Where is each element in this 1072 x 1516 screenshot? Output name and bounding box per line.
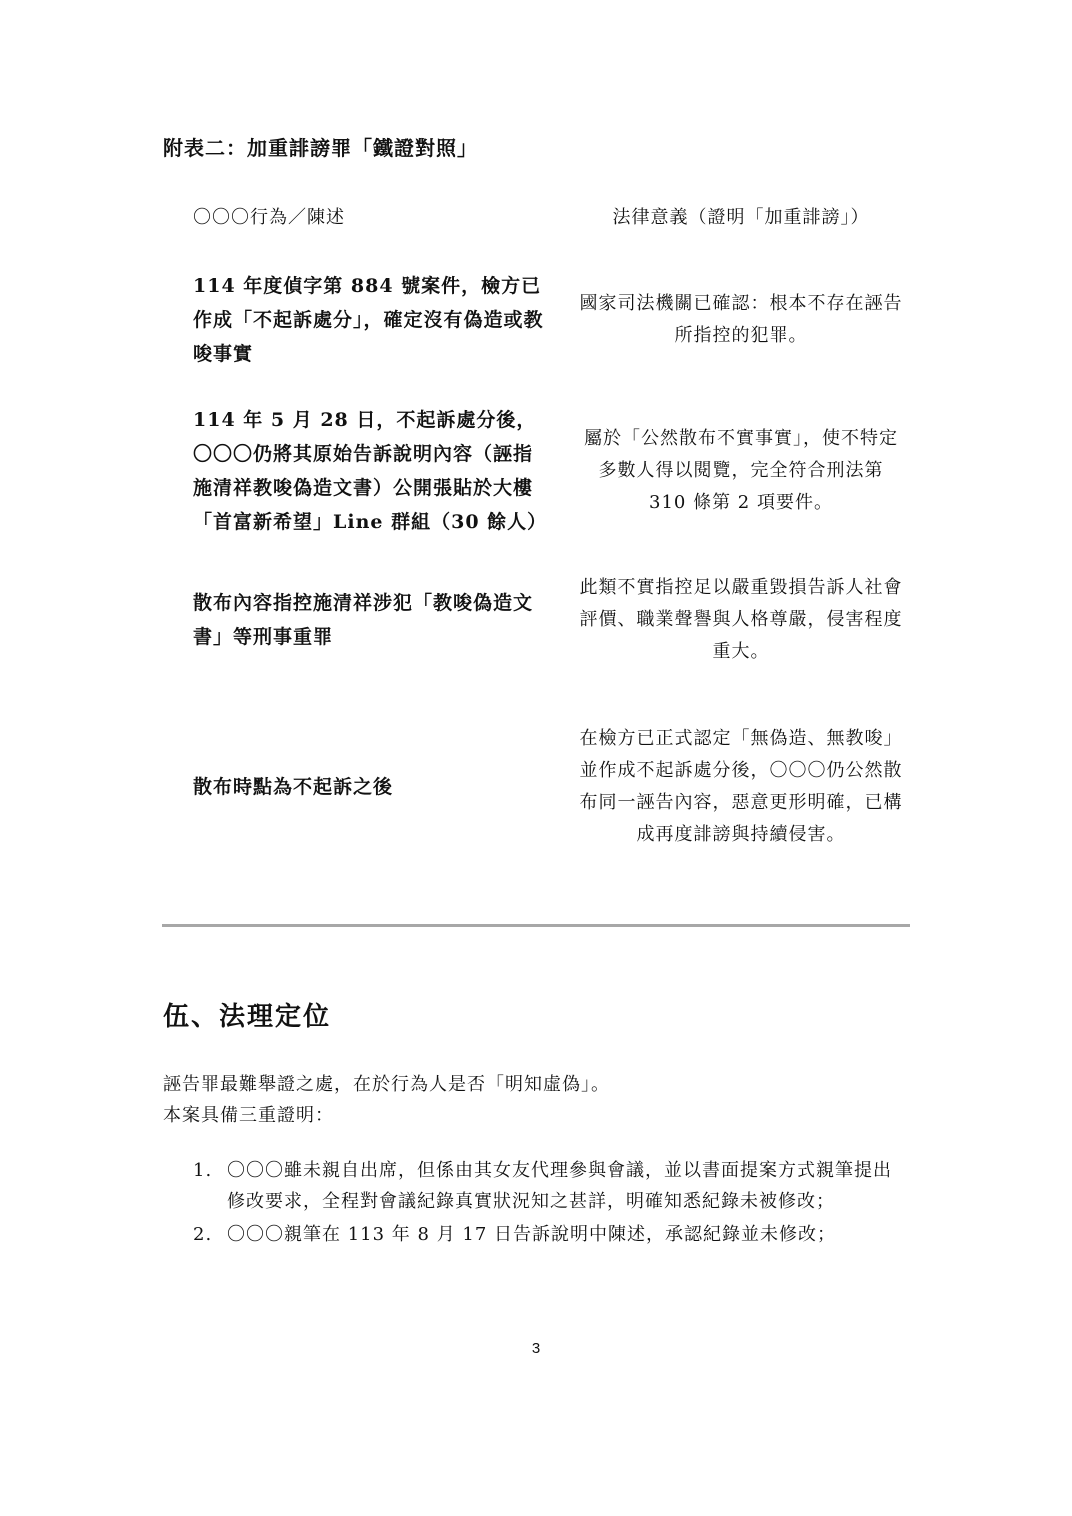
table-title: 附表二：加重誹謗罪「鐵證對照」 bbox=[163, 136, 478, 160]
column-header-meaning: 法律意義（證明「加重誹謗」） bbox=[612, 207, 870, 228]
table-cell-act: 114 年 5 月 28 日，不起訴處分後，〇〇〇仍將其原始告訴說明內容（誣指施清祥教唆偽造文書）公開張貼於大樓「首富新希望」Line 群組（30 餘人） bbox=[193, 409, 548, 533]
table-cell-meaning: 國家司法機關已確認：根本不存在誣告所指控的犯罪。 bbox=[579, 293, 903, 346]
table-cell-meaning: 在檢方已正式認定「無偽造、無教唆」並作成不起訴處分後，〇〇〇仍公然散布同一誣告內容，惡意更形明確，已構成再度誹謗與持續侵害。 bbox=[579, 728, 903, 845]
body-paragraph: 本案具備三重證明： bbox=[163, 1105, 334, 1126]
table-row bbox=[0, 568, 1072, 672]
list-item-number: 2. bbox=[193, 1224, 213, 1245]
section-divider bbox=[162, 924, 910, 927]
column-header-act: 〇〇〇行為／陳述 bbox=[193, 207, 345, 228]
table-cell-meaning: 此類不實指控足以嚴重毀損告訴人社會評價、職業聲譽與人格尊嚴，侵害程度重大。 bbox=[579, 577, 903, 662]
page-number: 3 bbox=[531, 1340, 541, 1357]
numbered-list bbox=[193, 1155, 905, 1252]
table-row bbox=[0, 704, 1072, 870]
list-item bbox=[193, 1219, 905, 1250]
list-item-text: 〇〇〇雖未親自出席，但係由其女友代理參與會議，並以書面提案方式親筆提出修改要求，全程對會議紀錄真實狀況知之甚詳，明確知悉紀錄未被修改； bbox=[227, 1160, 892, 1212]
list-item-text: 〇〇〇親筆在 113 年 8 月 17 日告訴說明中陳述，承認紀錄並未修改； bbox=[227, 1224, 837, 1245]
table-row bbox=[0, 268, 1072, 372]
table-row bbox=[0, 400, 1072, 542]
table-cell-meaning: 屬於「公然散布不實事實」，使不特定多數人得以閱覽，完全符合刑法第 310 條第 2 項要件。 bbox=[584, 428, 898, 513]
list-item bbox=[193, 1155, 905, 1217]
body-paragraph: 誣告罪最難舉證之處，在於行為人是否「明知虛偽」。 bbox=[163, 1074, 610, 1095]
table-cell-act: 散布內容指控施清祥涉犯「教唆偽造文書」等刑事重罪 bbox=[193, 592, 534, 648]
table-cell-act: 散布時點為不起訴之後 bbox=[193, 776, 394, 798]
list-item-number: 1. bbox=[193, 1160, 213, 1181]
table-cell-act: 114 年度偵字第 884 號案件，檢方已作成「不起訴處分」，確定沒有偽造或教唆事實 bbox=[193, 275, 544, 365]
section-heading: 伍、法理定位 bbox=[163, 1002, 332, 1032]
